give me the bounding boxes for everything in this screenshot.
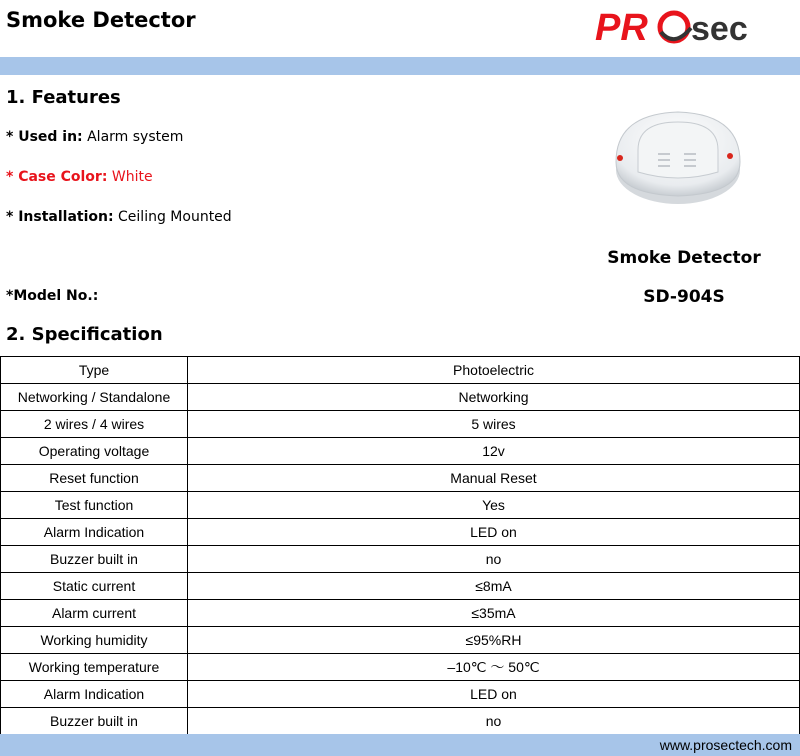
spec-label: Alarm current	[1, 600, 188, 627]
spec-value: Photoelectric	[188, 357, 800, 384]
model-label: *Model No.:	[6, 288, 99, 304]
table-row	[1, 708, 800, 735]
feature-case-color	[6, 169, 153, 185]
table-row	[1, 573, 800, 600]
specification-heading: 2. Specification	[6, 324, 163, 345]
table-row	[1, 411, 800, 438]
spec-value: Networking	[188, 384, 800, 411]
spec-value: Yes	[188, 492, 800, 519]
spec-label: Working temperature	[1, 654, 188, 681]
case-color-label: * Case Color:	[6, 169, 108, 185]
spec-label: Alarm Indication	[1, 519, 188, 546]
website-url: www.prosectech.com	[659, 737, 792, 753]
spec-label: Operating voltage	[1, 438, 188, 465]
table-row	[1, 519, 800, 546]
feature-installation	[6, 209, 232, 225]
prosec-logo	[595, 4, 770, 48]
smoke-detector-image	[598, 92, 758, 214]
installation-label: * Installation:	[6, 209, 114, 225]
spec-value: 5 wires	[188, 411, 800, 438]
top-band	[0, 57, 800, 75]
led-right-icon	[727, 153, 733, 159]
model-label-row	[6, 288, 98, 304]
logo-text-sec: sec	[691, 10, 748, 48]
spec-value: Manual Reset	[188, 465, 800, 492]
spec-label: Buzzer built in	[1, 708, 188, 735]
spec-label: Type	[1, 357, 188, 384]
spec-value: –10℃ ～ 50℃	[188, 654, 800, 681]
spec-label: Reset function	[1, 465, 188, 492]
table-row	[1, 681, 800, 708]
page-title: Smoke Detector	[6, 8, 196, 32]
spec-value: LED on	[188, 519, 800, 546]
spec-label: 2 wires / 4 wires	[1, 411, 188, 438]
spec-value: ≤35mA	[188, 600, 800, 627]
used-in-label: * Used in:	[6, 129, 83, 145]
table-row	[1, 654, 800, 681]
table-row	[1, 600, 800, 627]
table-row	[1, 384, 800, 411]
logo-o-swirl-icon	[660, 13, 691, 41]
spec-value: ≤8mA	[188, 573, 800, 600]
spec-label: Static current	[1, 573, 188, 600]
spec-value: no	[188, 546, 800, 573]
spec-label: Buzzer built in	[1, 546, 188, 573]
logo-text-pr: PR	[595, 7, 648, 48]
spec-value: LED on	[188, 681, 800, 708]
spec-table	[0, 356, 800, 735]
table-row	[1, 492, 800, 519]
features-heading: 1. Features	[6, 87, 121, 108]
installation-value: Ceiling Mounted	[118, 209, 232, 225]
used-in-value: Alarm system	[87, 129, 184, 145]
table-row	[1, 438, 800, 465]
spec-value: ≤95%RH	[188, 627, 800, 654]
spec-value: 12v	[188, 438, 800, 465]
product-name: Smoke Detector	[607, 248, 761, 268]
table-row	[1, 627, 800, 654]
case-color-value: White	[111, 169, 153, 185]
spec-label: Test function	[1, 492, 188, 519]
feature-used-in	[6, 129, 183, 145]
spec-label: Working humidity	[1, 627, 188, 654]
spec-label: Networking / Standalone	[1, 384, 188, 411]
table-row	[1, 546, 800, 573]
table-row	[1, 357, 800, 384]
led-left-icon	[617, 155, 623, 161]
spec-value: no	[188, 708, 800, 735]
spec-label: Alarm Indication	[1, 681, 188, 708]
table-row	[1, 465, 800, 492]
product-model: SD-904S	[643, 287, 725, 307]
